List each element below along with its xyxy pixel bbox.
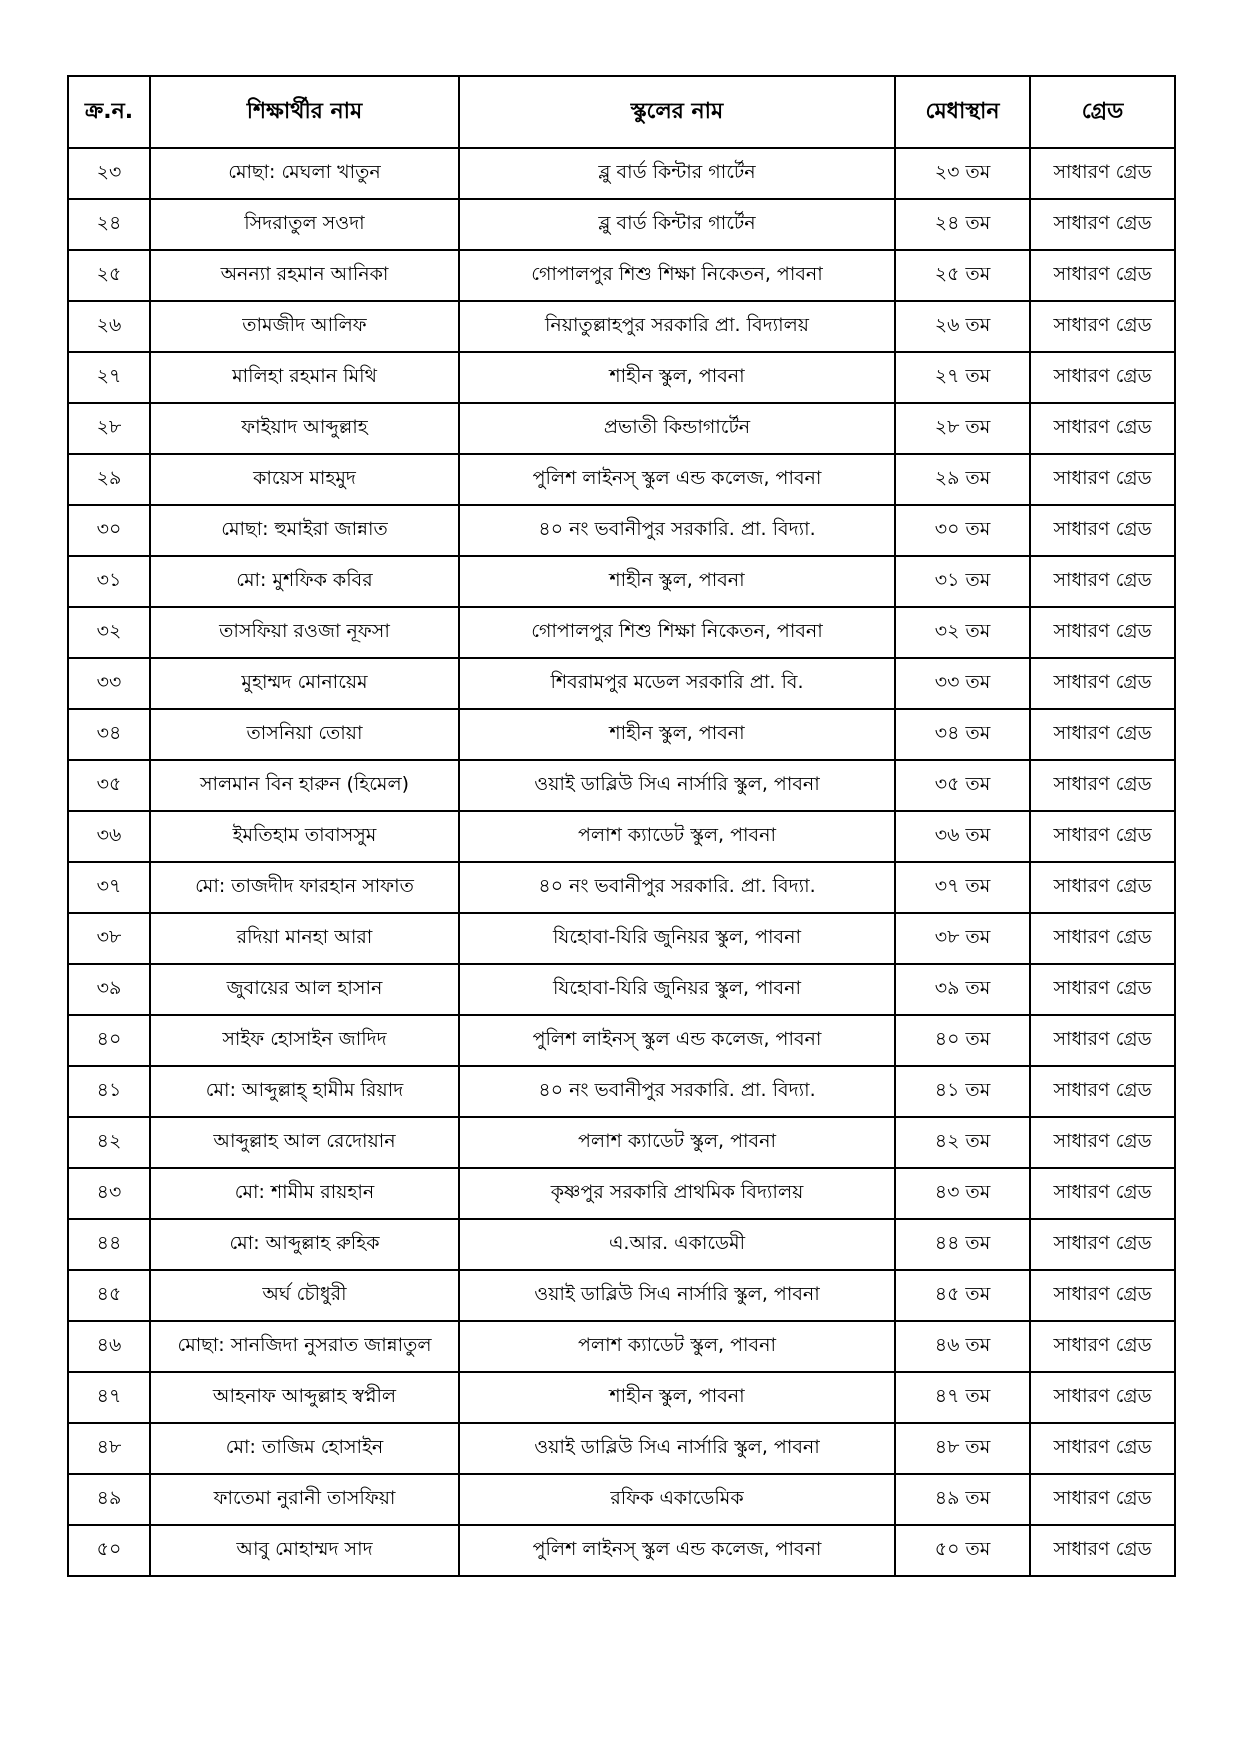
school-name-cell: যিহোবা-যিরি জুনিয়র স্কুল, পাবনা (459, 964, 895, 1015)
merit-position-cell: ২৮ তম (895, 403, 1030, 454)
serial-cell: ৪৬ (68, 1321, 150, 1372)
merit-position-cell: ৪২ তম (895, 1117, 1030, 1168)
grade-cell: সাধারণ গ্রেড (1030, 454, 1175, 505)
table-row (68, 250, 1175, 301)
table-row (68, 454, 1175, 505)
student-name-cell: অনন্যা রহমান আনিকা (150, 250, 459, 301)
serial-cell: ২৫ (68, 250, 150, 301)
table-row (68, 148, 1175, 199)
grade-cell: সাধারণ গ্রেড (1030, 1270, 1175, 1321)
student-name-cell: মো: আব্দুল্লাহ্ হামীম রিয়াদ (150, 1066, 459, 1117)
student-name-cell: তামজীদ আলিফ (150, 301, 459, 352)
table-row (68, 199, 1175, 250)
student-name-cell: সালমান বিন হারুন (হিমেল) (150, 760, 459, 811)
serial-cell: ৪৯ (68, 1474, 150, 1525)
grade-cell: সাধারণ গ্রেড (1030, 964, 1175, 1015)
merit-position-cell: ২৯ তম (895, 454, 1030, 505)
grade-cell: সাধারণ গ্রেড (1030, 250, 1175, 301)
school-name-cell: ওয়াই ডাব্লিউ সিএ নার্সারি স্কুল, পাবনা (459, 1423, 895, 1474)
student-name-cell: আবু মোহাম্মদ সাদ (150, 1525, 459, 1576)
serial-cell: ৪৫ (68, 1270, 150, 1321)
serial-cell: ৩৭ (68, 862, 150, 913)
grade-cell: সাধারণ গ্রেড (1030, 352, 1175, 403)
school-name-cell: ব্লু বার্ড কিন্টার গার্টেন (459, 199, 895, 250)
school-name-cell: শাহীন স্কুল, পাবনা (459, 352, 895, 403)
grade-cell: সাধারণ গ্রেড (1030, 505, 1175, 556)
table-row (68, 1219, 1175, 1270)
grade-cell: সাধারণ গ্রেড (1030, 862, 1175, 913)
merit-position-cell: ২৭ তম (895, 352, 1030, 403)
table-row (68, 352, 1175, 403)
grade-cell: সাধারণ গ্রেড (1030, 1168, 1175, 1219)
serial-cell: ৩৯ (68, 964, 150, 1015)
student-name-cell: মোছা: হুমাইরা জান্নাত (150, 505, 459, 556)
serial-cell: ২৮ (68, 403, 150, 454)
grade-cell: সাধারণ গ্রেড (1030, 811, 1175, 862)
table-row (68, 1525, 1175, 1576)
table-row (68, 1321, 1175, 1372)
grade-cell: সাধারণ গ্রেড (1030, 199, 1175, 250)
merit-position-cell: ৩৯ তম (895, 964, 1030, 1015)
merit-position-cell: ৪৪ তম (895, 1219, 1030, 1270)
table-row (68, 811, 1175, 862)
school-name-cell: রফিক একাডেমিক (459, 1474, 895, 1525)
serial-cell: ৩৩ (68, 658, 150, 709)
grade-cell: সাধারণ গ্রেড (1030, 1372, 1175, 1423)
student-name-cell: মো: মুশফিক কবির (150, 556, 459, 607)
grade-cell: সাধারণ গ্রেড (1030, 658, 1175, 709)
merit-position-cell: ৪৫ তম (895, 1270, 1030, 1321)
merit-position-cell: ৪৬ তম (895, 1321, 1030, 1372)
table-row (68, 862, 1175, 913)
serial-cell: ৩১ (68, 556, 150, 607)
grade-cell: সাধারণ গ্রেড (1030, 148, 1175, 199)
merit-position-cell: ৩৭ তম (895, 862, 1030, 913)
school-name-cell: প্রভাতী কিন্ডাগার্টেন (459, 403, 895, 454)
header-row (68, 76, 1175, 148)
school-name-cell: নিয়াতুল্লাহপুর সরকারি প্রা. বিদ্যালয় (459, 301, 895, 352)
student-name-cell: মো: তাজিম হোসাইন (150, 1423, 459, 1474)
merit-position-cell: ২৩ তম (895, 148, 1030, 199)
grade-cell: সাধারণ গ্রেড (1030, 1321, 1175, 1372)
student-name-cell: সিদরাতুল সওদা (150, 199, 459, 250)
table-row (68, 760, 1175, 811)
results-table (67, 75, 1176, 1577)
serial-cell: ২৬ (68, 301, 150, 352)
school-name-cell: ৪০ নং ভবানীপুর সরকারি. প্রা. বিদ্যা. (459, 1066, 895, 1117)
merit-position-cell: ৩৩ তম (895, 658, 1030, 709)
merit-position-cell: ২৪ তম (895, 199, 1030, 250)
student-name-cell: মালিহা রহমান মিথি (150, 352, 459, 403)
student-name-cell: মোছা: সানজিদা নুসরাত জান্নাতুল (150, 1321, 459, 1372)
merit-position-cell: ৫০ তম (895, 1525, 1030, 1576)
grade-cell: সাধারণ গ্রেড (1030, 301, 1175, 352)
header-student-name: শিক্ষার্থীর নাম (150, 76, 459, 148)
merit-position-cell: ৩৪ তম (895, 709, 1030, 760)
merit-position-cell: ৩১ তম (895, 556, 1030, 607)
school-name-cell: যিহোবা-যিরি জুনিয়র স্কুল, পাবনা (459, 913, 895, 964)
school-name-cell: ওয়াই ডাব্লিউ সিএ নার্সারি স্কুল, পাবনা (459, 1270, 895, 1321)
serial-cell: ৩০ (68, 505, 150, 556)
header-merit-position: মেধাস্থান (895, 76, 1030, 148)
serial-cell: ৪৩ (68, 1168, 150, 1219)
table-row (68, 1168, 1175, 1219)
school-name-cell: শাহীন স্কুল, পাবনা (459, 709, 895, 760)
header-grade: গ্রেড (1030, 76, 1175, 148)
table-row (68, 505, 1175, 556)
table-row (68, 607, 1175, 658)
grade-cell: সাধারণ গ্রেড (1030, 403, 1175, 454)
school-name-cell: শাহীন স্কুল, পাবনা (459, 1372, 895, 1423)
student-name-cell: সাইফ হোসাইন জাদিদ (150, 1015, 459, 1066)
serial-cell: ৩৬ (68, 811, 150, 862)
grade-cell: সাধারণ গ্রেড (1030, 1219, 1175, 1270)
merit-position-cell: ৩২ তম (895, 607, 1030, 658)
student-name-cell: জুবায়ের আল হাসান (150, 964, 459, 1015)
grade-cell: সাধারণ গ্রেড (1030, 1423, 1175, 1474)
serial-cell: ৪১ (68, 1066, 150, 1117)
grade-cell: সাধারণ গ্রেড (1030, 556, 1175, 607)
merit-position-cell: ৩৮ তম (895, 913, 1030, 964)
serial-cell: ৫০ (68, 1525, 150, 1576)
table-row (68, 1270, 1175, 1321)
serial-cell: ২৯ (68, 454, 150, 505)
school-name-cell: গোপালপুর শিশু শিক্ষা নিকেতন, পাবনা (459, 607, 895, 658)
serial-cell: ৪৪ (68, 1219, 150, 1270)
table-row (68, 1066, 1175, 1117)
school-name-cell: শাহীন স্কুল, পাবনা (459, 556, 895, 607)
merit-position-cell: ৪১ তম (895, 1066, 1030, 1117)
table-row (68, 658, 1175, 709)
header-school-name: স্কুলের নাম (459, 76, 895, 148)
table-row (68, 301, 1175, 352)
serial-cell: ৪৮ (68, 1423, 150, 1474)
grade-cell: সাধারণ গ্রেড (1030, 1117, 1175, 1168)
table-row (68, 1372, 1175, 1423)
student-name-cell: তাসফিয়া রওজা নূফসা (150, 607, 459, 658)
serial-cell: ৩৮ (68, 913, 150, 964)
student-name-cell: ফাইয়াদ আব্দুল্লাহ (150, 403, 459, 454)
student-name-cell: রদিয়া মানহা আরা (150, 913, 459, 964)
grade-cell: সাধারণ গ্রেড (1030, 709, 1175, 760)
student-name-cell: ফাতেমা নুরানী তাসফিয়া (150, 1474, 459, 1525)
grade-cell: সাধারণ গ্রেড (1030, 1015, 1175, 1066)
serial-cell: ২৪ (68, 199, 150, 250)
school-name-cell: পলাশ ক্যাডেট স্কুল, পাবনা (459, 1321, 895, 1372)
school-name-cell: ওয়াই ডাব্লিউ সিএ নার্সারি স্কুল, পাবনা (459, 760, 895, 811)
merit-position-cell: ৩০ তম (895, 505, 1030, 556)
merit-position-cell: ৪০ তম (895, 1015, 1030, 1066)
school-name-cell: পুলিশ লাইনস্ স্কুল এন্ড কলেজ, পাবনা (459, 1015, 895, 1066)
merit-position-cell: ৪৮ তম (895, 1423, 1030, 1474)
student-name-cell: আহনাফ আব্দুল্লাহ স্বপ্নীল (150, 1372, 459, 1423)
grade-cell: সাধারণ গ্রেড (1030, 1525, 1175, 1576)
student-name-cell: অর্ঘ চৌধুরী (150, 1270, 459, 1321)
serial-cell: ৩৫ (68, 760, 150, 811)
merit-position-cell: ৩৬ তম (895, 811, 1030, 862)
school-name-cell: এ.আর. একাডেমী (459, 1219, 895, 1270)
student-name-cell: ইমতিহাম তাবাসসুম (150, 811, 459, 862)
serial-cell: ৪২ (68, 1117, 150, 1168)
merit-position-cell: ৪৩ তম (895, 1168, 1030, 1219)
school-name-cell: ব্লু বার্ড কিন্টার গার্টেন (459, 148, 895, 199)
school-name-cell: পলাশ ক্যাডেট স্কুল, পাবনা (459, 1117, 895, 1168)
serial-cell: ২৩ (68, 148, 150, 199)
grade-cell: সাধারণ গ্রেড (1030, 1474, 1175, 1525)
table-row (68, 556, 1175, 607)
table-row (68, 403, 1175, 454)
table-row (68, 1117, 1175, 1168)
grade-cell: সাধারণ গ্রেড (1030, 1066, 1175, 1117)
school-name-cell: পলাশ ক্যাডেট স্কুল, পাবনা (459, 811, 895, 862)
serial-cell: ৪৭ (68, 1372, 150, 1423)
serial-cell: ৩৪ (68, 709, 150, 760)
serial-cell: ৩২ (68, 607, 150, 658)
merit-position-cell: ৩৫ তম (895, 760, 1030, 811)
grade-cell: সাধারণ গ্রেড (1030, 607, 1175, 658)
merit-position-cell: ৪৭ তম (895, 1372, 1030, 1423)
school-name-cell: ৪০ নং ভবানীপুর সরকারি. প্রা. বিদ্যা. (459, 862, 895, 913)
student-name-cell: মো: তাজদীদ ফারহান সাফাত (150, 862, 459, 913)
table-row (68, 1423, 1175, 1474)
student-name-cell: মো: শামীম রায়হান (150, 1168, 459, 1219)
school-name-cell: শিবরামপুর মডেল সরকারি প্রা. বি. (459, 658, 895, 709)
student-name-cell: কায়েস মাহমুদ (150, 454, 459, 505)
merit-position-cell: ৪৯ তম (895, 1474, 1030, 1525)
serial-cell: ২৭ (68, 352, 150, 403)
school-name-cell: কৃষ্ণপুর সরকারি প্রাথমিক বিদ্যালয় (459, 1168, 895, 1219)
student-name-cell: মুহাম্মদ মোনায়েম (150, 658, 459, 709)
serial-cell: ৪০ (68, 1015, 150, 1066)
table-row (68, 964, 1175, 1015)
student-name-cell: মোছা: মেঘলা খাতুন (150, 148, 459, 199)
table-row (68, 913, 1175, 964)
student-name-cell: মো: আব্দুল্লাহ রুহিক (150, 1219, 459, 1270)
student-name-cell: আব্দুল্লাহ আল রেদোয়ান (150, 1117, 459, 1168)
school-name-cell: পুলিশ লাইনস্ স্কুল এন্ড কলেজ, পাবনা (459, 454, 895, 505)
merit-position-cell: ২৫ তম (895, 250, 1030, 301)
merit-position-cell: ২৬ তম (895, 301, 1030, 352)
header-serial: ক্র.ন. (68, 76, 150, 148)
school-name-cell: গোপালপুর শিশু শিক্ষা নিকেতন, পাবনা (459, 250, 895, 301)
school-name-cell: ৪০ নং ভবানীপুর সরকারি. প্রা. বিদ্যা. (459, 505, 895, 556)
school-name-cell: পুলিশ লাইনস্ স্কুল এন্ড কলেজ, পাবনা (459, 1525, 895, 1576)
student-name-cell: তাসনিয়া তোয়া (150, 709, 459, 760)
grade-cell: সাধারণ গ্রেড (1030, 760, 1175, 811)
grade-cell: সাধারণ গ্রেড (1030, 913, 1175, 964)
table-row (68, 1474, 1175, 1525)
table-row (68, 1015, 1175, 1066)
table-row (68, 709, 1175, 760)
